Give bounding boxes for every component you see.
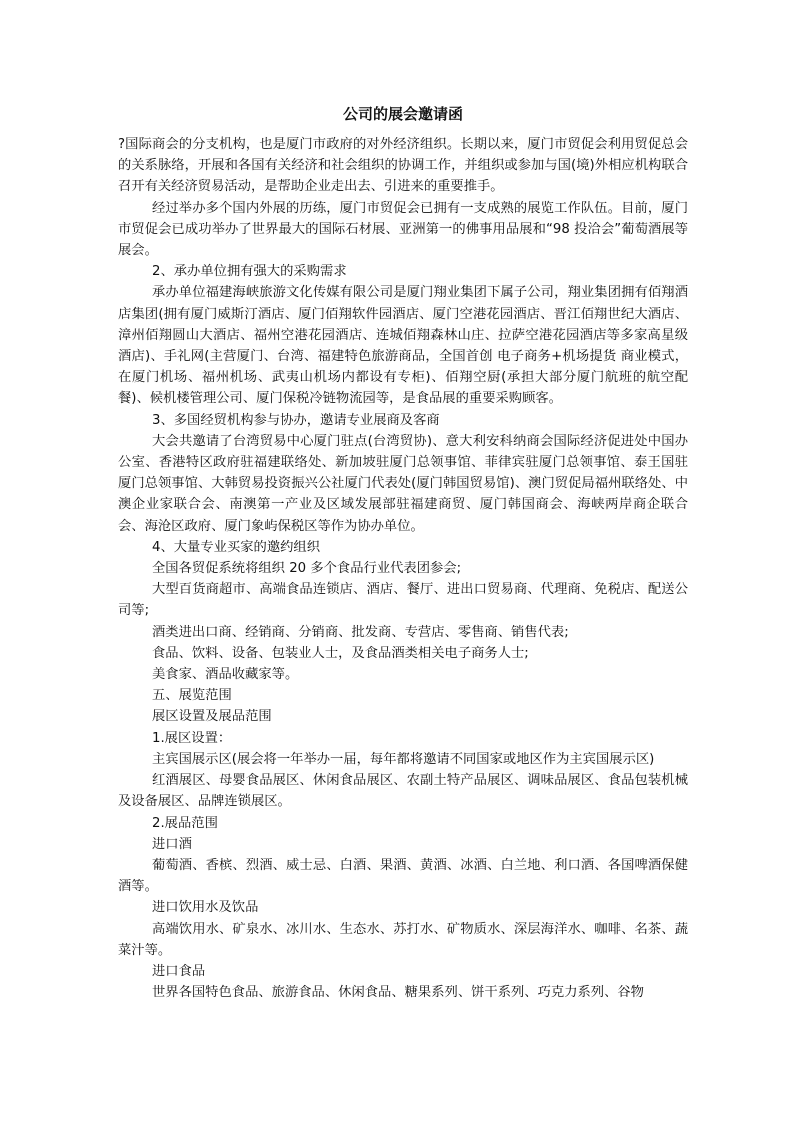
document-body — [118, 134, 688, 1003]
paragraph: 全国各贸促系统将组织 20 多个食品行业代表团参会; — [152, 561, 462, 577]
paragraph: 3、多国经贸机构参与协办，邀请专业展商及客商 — [152, 412, 440, 428]
paragraph: 红酒展区、母婴食品展区、休闲食品展区、农副土特产品展区、调味品展区、食品包装机械及设备展区、品牌连锁展区。 — [118, 773, 688, 810]
document-title: 公司的展会邀请函 — [342, 105, 463, 123]
paragraph: 美食家、酒品收藏家等。 — [152, 667, 299, 683]
paragraph: 五、展览范围 — [152, 688, 232, 704]
paragraph: 承办单位福建海峡旅游文化传媒有限公司是厦门翔业集团下属子公司，翔业集团拥有佰翔酒店集团(拥有厦门威斯汀酒店、厦门佰翔软件园酒店、厦门空港花园酒店、晋江佰翔世纪大酒店、漳州佰翔圆山大酒店、福州空港花园酒店、连城佰翔森林山庄、拉萨空港花园酒店等多家高星级酒店)、手礼网(主营厦门、台湾、福建特色旅游商品，全国首创 电子商务+机场提货 商业模式，在厦门机场、福州机场、武夷山机场内都设有专柜)、佰翔空厨(承担大部分厦门航班的航空配餐)、候机楼管理公司、厦门保税冷链物流园等，是食品展的重要采购顾客。 — [118, 285, 688, 407]
paragraph: 食品、饮料、设备、包装业人士，及食品酒类相关电子商务人士; — [152, 645, 529, 661]
paragraph: 葡萄酒、香槟、烈酒、威士忌、白酒、果酒、黄酒、冰酒、白兰地、利口酒、各国啤酒保健酒等。 — [118, 857, 688, 895]
paragraph: 2.展品范围 — [152, 815, 218, 831]
paragraph: ?国际商会的分支机构，也是厦门市政府的对外经济组织。长期以来，厦门市贸促会利用贸促总会的关系脉络，开展和各国有关经济和社会组织的协调工作，并组织或参加与国(境)外相应机构联合召开有关经济贸易活动，是帮助企业走出去、引进来的重要推手。 — [118, 137, 688, 195]
paragraph: 1.展区设置： — [152, 730, 232, 746]
paragraph: 进口食品 — [152, 963, 206, 979]
document-page — [118, 102, 688, 1003]
paragraph: 展区设置及展品范围 — [152, 709, 272, 725]
paragraph: 酒类进出口商、经销商、分销商、批发商、专营店、零售商、销售代表; — [152, 624, 569, 640]
paragraph: 2、承办单位拥有强大的采购需求 — [152, 264, 347, 280]
paragraph: 主宾国展示区(展会将一年举办一届，每年都将邀请不同国家或地区作为主宾国展示区) — [152, 751, 655, 767]
paragraph: 世界各国特色食品、旅游食品、休闲食品、糖果系列、饼干系列、巧克力系列、谷物 — [152, 985, 644, 1001]
paragraph: 高端饮用水、矿泉水、冰川水、生态水、苏打水、矿物质水、深层海洋水、咖啡、名茶、蔬菜汁等。 — [118, 921, 688, 958]
paragraph: 4、大量专业买家的邀约组织 — [152, 539, 321, 555]
paragraph: 大会共邀请了台湾贸易中心厦门驻点(台湾贸协)、意大利安科纳商会国际经济促进处中国办公室、香港特区政府驻福建联络处、新加坡驻厦门总领事馆、菲律宾驻厦门总领事馆、泰王国驻厦门总领事馆、大韩贸易投资振兴公社厦门代表处(厦门韩国贸易馆)、澳门贸促局福州联络处、中澳企业家联合会、南澳第一产业及区域发展部驻福建商贸、厦门韩国商会、海峡两岸商企联合会、海沧区政府、厦门象屿保税区等作为协办单位。 — [118, 433, 688, 534]
paragraph: 大型百货商超市、高端食品连锁店、酒店、餐厅、进出口贸易商、代理商、免税店、配送公司等; — [118, 582, 688, 619]
paragraph: 进口酒 — [152, 836, 192, 852]
paragraph: 进口饮用水及饮品 — [152, 900, 259, 916]
paragraph: 经过举办多个国内外展的历练，厦门市贸促会已拥有一支成熟的展览工作队伍。目前，厦门市贸促会已成功举办了世界最大的国际石材展、亚洲第一的佛事用品展和“98 投洽会”葡萄酒展等展会。 — [118, 200, 688, 259]
